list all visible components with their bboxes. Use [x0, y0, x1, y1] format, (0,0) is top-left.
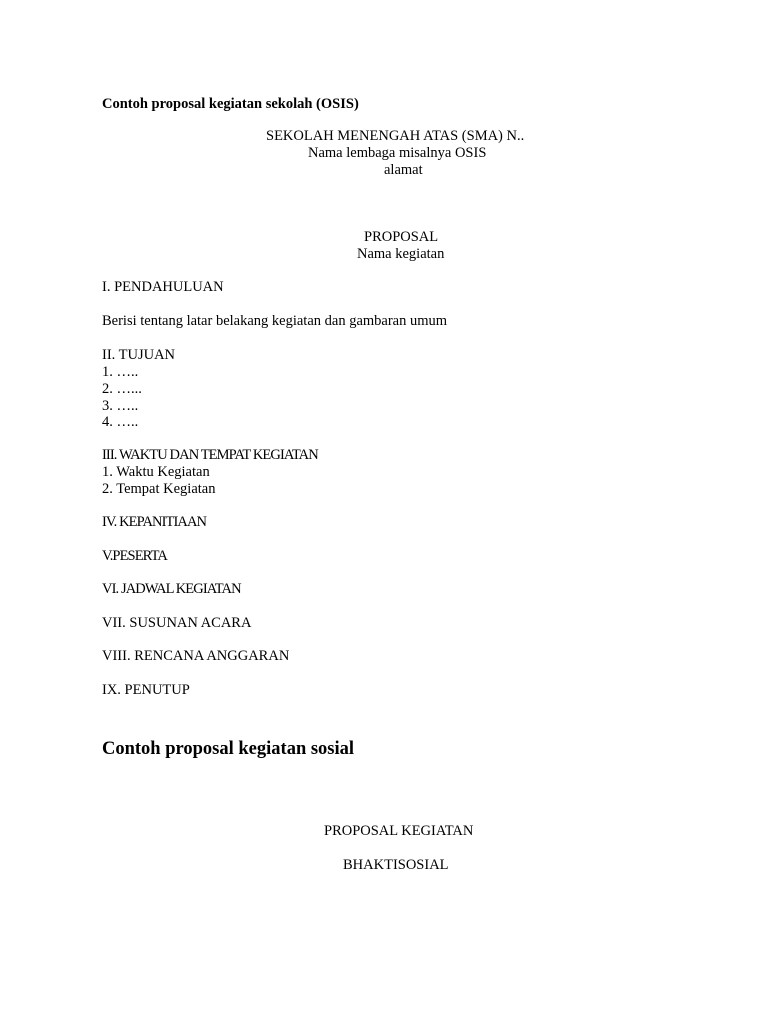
proposal-heading: PROPOSAL — [364, 229, 439, 245]
section-pendahuluan-body: Berisi tentang latar belakang kegiatan dan gambaran umum — [102, 313, 448, 329]
waktu-tempat-item: 2. Tempat Kegiatan — [102, 481, 216, 497]
proposal-kegiatan-heading: PROPOSAL KEGIATAN — [324, 823, 474, 839]
address: alamat — [384, 162, 423, 178]
section-susunan-acara: VII. SUSUNAN ACARA — [102, 615, 252, 631]
tujuan-item: 1. ….. — [102, 364, 139, 380]
bhakti-sosial-heading: BHAKTISOSIAL — [343, 857, 449, 873]
institution-name: Nama lembaga misalnya OSIS — [308, 145, 487, 161]
tujuan-item: 4. ….. — [102, 414, 139, 430]
tujuan-item: 3. ….. — [102, 398, 139, 414]
activity-name: Nama kegiatan — [357, 246, 445, 262]
section-jadwal: VI. JADWAL KEGIATAN — [102, 581, 241, 597]
document-title-sosial: Contoh proposal kegiatan sosial — [102, 739, 355, 759]
tujuan-item: 2. …... — [102, 381, 142, 397]
section-tujuan: II. TUJUAN — [102, 347, 176, 363]
school-name: SEKOLAH MENENGAH ATAS (SMA) N.. — [266, 128, 525, 144]
section-kepanitiaan: IV. KEPANITIAAN — [102, 514, 207, 530]
section-rencana-anggaran: VIII. RENCANA ANGGARAN — [102, 648, 290, 664]
document-title-osis: Contoh proposal kegiatan sekolah (OSIS) — [102, 96, 359, 112]
section-peserta: V.PESERTA — [102, 548, 167, 564]
section-pendahuluan: I. PENDAHULUAN — [102, 279, 224, 295]
section-penutup: IX. PENUTUP — [102, 682, 190, 698]
section-waktu-tempat: III. WAKTU DAN TEMPAT KEGIATAN — [102, 447, 318, 463]
waktu-tempat-item: 1. Waktu Kegiatan — [102, 464, 210, 480]
